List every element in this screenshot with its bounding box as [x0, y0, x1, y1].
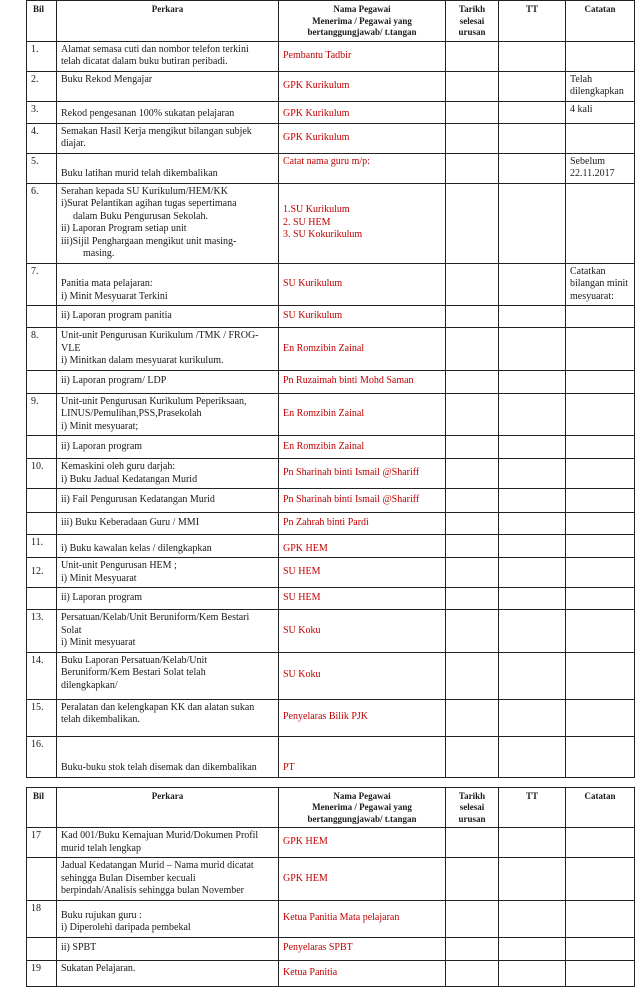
row-nama-pegawai: Ketua Panitia Mata pelajaran: [279, 900, 446, 937]
table-row: [27, 71, 635, 101]
row-bil: 2.: [27, 71, 57, 101]
table-row: [27, 123, 635, 153]
row-bil: 15.: [27, 699, 57, 736]
row-nama-pegawai: GPK Kurikulum: [279, 123, 446, 153]
checklist-table-2: [26, 787, 635, 987]
header-tarikh: Tarikh selesai urusan: [446, 787, 499, 828]
table-row: [27, 101, 635, 123]
table-row: [27, 436, 635, 459]
row-nama-pegawai: En Romzibin Zainal: [279, 436, 446, 459]
row-nama-pegawai: Pn Zahrah binti Pardi: [279, 513, 446, 535]
row-perkara: Sukatan Pelajaran.: [57, 960, 279, 986]
row-nama-pegawai: Penyelaras SPBT: [279, 937, 446, 960]
row-perkara: Jadual Kedatangan Murid – Nama murid dicatat sehingga Bulan Disember kecuali berpindah/Analisis sehingga bulan November: [57, 858, 279, 901]
table-row: [27, 828, 635, 858]
row-perkara: Semakan Hasil Kerja mengikut bilangan subjek diajar.: [57, 123, 279, 153]
table-row: [27, 535, 635, 558]
header-bil: Bil: [27, 787, 57, 828]
row-nama-pegawai: Catat nama guru m/p:: [279, 153, 446, 183]
table-row: [27, 263, 635, 306]
row-perkara: Panitia mata pelajaran: i) Minit Mesyuarat Terkini: [57, 263, 279, 306]
header-tarikh: Tarikh selesai urusan: [446, 1, 499, 42]
row-bil: 7.: [27, 263, 57, 306]
row-perkara: i) Buku kawalan kelas / dilengkapkan: [57, 535, 279, 558]
row-bil: 3.: [27, 101, 57, 123]
table-row: [27, 153, 635, 183]
row-perkara: Unit-unit Pengurusan Kurikulum Peperiksaan, LINUS/Pemulihan,PSS,Prasekolah i) Minit mesyuarat;: [57, 393, 279, 436]
row-perkara: Kemaskini oleh guru darjah: i) Buku Jadual Kedatangan Murid: [57, 459, 279, 489]
row-perkara: ii) Laporan program/ LDP: [57, 370, 279, 393]
row-nama-pegawai: GPK Kurikulum: [279, 71, 446, 101]
row-bil: 6.: [27, 183, 57, 263]
row-perkara: Buku Laporan Persatuan/Kelab/Unit Beruniform/Kem Bestari Solat telah dilengkapkan/: [57, 652, 279, 699]
row-bil: 11.: [27, 535, 57, 558]
header-perkara: Perkara: [57, 787, 279, 828]
table-row: [27, 306, 635, 328]
row-nama-pegawai: 1.SU Kurikulum 2. SU HEM 3. SU Kokurikulum: [279, 183, 446, 263]
row-nama-pegawai: SU Koku: [279, 610, 446, 653]
row-nama-pegawai: GPK HEM: [279, 535, 446, 558]
row-nama-pegawai: SU HEM: [279, 558, 446, 588]
header-perkara: Perkara: [57, 1, 279, 42]
row-perkara: ii) Laporan program: [57, 436, 279, 459]
row-perkara: Buku rujukan guru : i) Diperolehi daripada pembekal: [57, 900, 279, 937]
row-perkara: iii) Buku Keberadaan Guru / MMI: [57, 513, 279, 535]
row-nama-pegawai: Penyelaras Bilik PJK: [279, 699, 446, 736]
row-nama-pegawai: En Romzibin Zainal: [279, 328, 446, 371]
row-nama-pegawai: GPK HEM: [279, 828, 446, 858]
header-catatan: Catatan: [566, 1, 635, 42]
row-perkara: ii) SPBT: [57, 937, 279, 960]
row-nama-pegawai: SU Kurikulum: [279, 306, 446, 328]
row-perkara: Kad 001/Buku Kemajuan Murid/Dokumen Profil murid telah lengkap: [57, 828, 279, 858]
checklist-table-1: [26, 0, 635, 778]
header-bil: Bil: [27, 1, 57, 42]
table-row: [27, 183, 635, 263]
table-row: [27, 610, 635, 653]
row-perkara: Serahan kepada SU Kurikulum/HEM/KK i)Surat Pelantikan agihan tugas sepertimana dalam Buku Pengurusan Sekolah. ii) Laporan Program setiap unit iii)Sijil Penghargaan mengikut unit masing- masing.: [57, 183, 279, 263]
header-nama-pegawai: Nama Pegawai Menerima / Pegawai yang bertanggungjawab/ t.tangan: [279, 787, 446, 828]
row-bil: 5.: [27, 153, 57, 183]
header-tt: TT: [499, 1, 566, 42]
table-row: [27, 459, 635, 489]
table-row: [27, 736, 635, 777]
table-row: [27, 328, 635, 371]
row-bil: 16.: [27, 736, 57, 777]
row-bil: 17: [27, 828, 57, 858]
row-perkara: Alamat semasa cuti dan nombor telefon terkini telah dicatat dalam buku butiran peribadi.: [57, 41, 279, 71]
table-row: [27, 513, 635, 535]
row-perkara: ii) Laporan program: [57, 588, 279, 610]
table-row: [27, 588, 635, 610]
table-row: [27, 937, 635, 960]
row-nama-pegawai: Pn Ruzaimah binti Mohd Saman: [279, 370, 446, 393]
table-row: [27, 370, 635, 393]
table-row: [27, 960, 635, 986]
row-bil: 13.: [27, 610, 57, 653]
header-catatan: Catatan: [566, 787, 635, 828]
table-row: [27, 41, 635, 71]
header-nama-pegawai: Nama Pegawai Menerima / Pegawai yang bertanggungjawab/ t.tangan: [279, 1, 446, 42]
table-row: [27, 652, 635, 699]
row-perkara: Persatuan/Kelab/Unit Beruniform/Kem Bestari Solat i) Minit mesyuarat: [57, 610, 279, 653]
table-row: [27, 699, 635, 736]
row-bil: 18: [27, 900, 57, 937]
row-catatan: 4 kali: [566, 101, 635, 123]
row-perkara: Buku latihan murid telah dikembalikan: [57, 153, 279, 183]
row-bil: 10.: [27, 459, 57, 489]
row-bil: 19: [27, 960, 57, 986]
row-perkara: Buku-buku stok telah disemak dan dikembalikan: [57, 736, 279, 777]
row-nama-pegawai: SU Koku: [279, 652, 446, 699]
row-perkara: Buku Rekod Mengajar: [57, 71, 279, 101]
row-perkara: Rekod pengesanan 100% sukatan pelajaran: [57, 101, 279, 123]
table-row: [27, 558, 635, 588]
table-gap: [26, 778, 634, 787]
row-nama-pegawai: GPK HEM: [279, 858, 446, 901]
table-header-row: [27, 1, 635, 42]
row-nama-pegawai: SU Kurikulum: [279, 263, 446, 306]
row-nama-pegawai: En Romzibin Zainal: [279, 393, 446, 436]
row-bil: 9.: [27, 393, 57, 436]
row-nama-pegawai: PT: [279, 736, 446, 777]
row-nama-pegawai: SU HEM: [279, 588, 446, 610]
row-catatan: Telah dilengkapkan: [566, 71, 635, 101]
row-perkara: Peralatan dan kelengkapan KK dan alatan sukan telah dikembalikan.: [57, 699, 279, 736]
row-nama-pegawai: Ketua Panitia: [279, 960, 446, 986]
document-page: [26, 0, 634, 987]
row-catatan: Catatkan bilangan minit mesyuarat:: [566, 263, 635, 306]
row-nama-pegawai: Pn Sharinah binti Ismail @Shariff: [279, 489, 446, 513]
table-header-row: [27, 787, 635, 828]
table-row: [27, 393, 635, 436]
table-row: [27, 900, 635, 937]
row-catatan: Sebelum 22.11.2017: [566, 153, 635, 183]
row-bil: 12.: [27, 558, 57, 588]
row-bil: 1.: [27, 41, 57, 71]
row-bil: 4.: [27, 123, 57, 153]
table-row: [27, 858, 635, 901]
header-tt: TT: [499, 787, 566, 828]
row-nama-pegawai: Pn Sharinah binti Ismail @Shariff: [279, 459, 446, 489]
row-perkara: ii) Laporan program panitia: [57, 306, 279, 328]
row-nama-pegawai: Pembantu Tadbir: [279, 41, 446, 71]
row-bil: 14.: [27, 652, 57, 699]
row-bil: 8.: [27, 328, 57, 371]
row-perkara: Unit-unit Pengurusan Kurikulum /TMK / FROG- VLE i) Minitkan dalam mesyuarat kurikulum.: [57, 328, 279, 371]
row-nama-pegawai: GPK Kurikulum: [279, 101, 446, 123]
row-perkara: Unit-unit Pengurusan HEM ; i) Minit Mesyuarat: [57, 558, 279, 588]
table-row: [27, 489, 635, 513]
row-perkara: ii) Fail Pengurusan Kedatangan Murid: [57, 489, 279, 513]
